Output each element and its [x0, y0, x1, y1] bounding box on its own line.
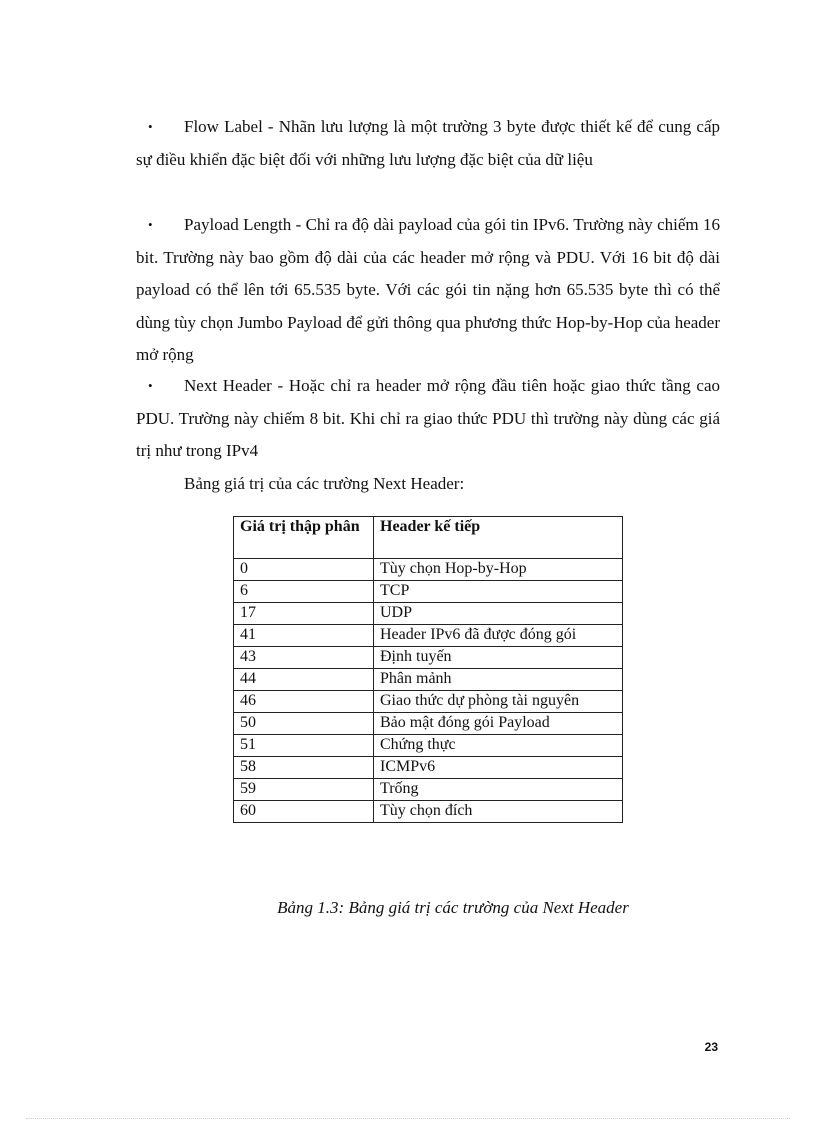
cell-value: 41 [234, 625, 374, 647]
column-header-next-header: Header kế tiếp [374, 517, 623, 559]
column-header-decimal: Giá trị thập phân [234, 517, 374, 559]
table-caption-text: Bảng 1.3: Bảng giá trị các trường của Next Header [277, 898, 629, 917]
bullet-text: Next Header - Hoặc chỉ ra header mở rộng đầu tiên hoặc giao thức tầng cao PDU. Trường này chiếm 8 bit. Khi chỉ ra giao thức PDU thì trường này dùng các giá trị như trong IPv4 [136, 376, 720, 460]
table-row [234, 625, 623, 647]
table-row [234, 801, 623, 823]
table-row [234, 669, 623, 691]
cell-value: 51 [234, 735, 374, 757]
cell-value: 59 [234, 779, 374, 801]
table-row [234, 713, 623, 735]
cell-value: 43 [234, 647, 374, 669]
bullet-paragraph-payload-length [136, 209, 720, 372]
cell-value: 44 [234, 669, 374, 691]
table-row [234, 603, 623, 625]
bullet-icon: • [148, 119, 153, 134]
cell-value: 6 [234, 581, 374, 603]
cell-header: Định tuyến [374, 647, 623, 669]
table-row [234, 757, 623, 779]
table-header-row [234, 517, 623, 559]
cell-value: 46 [234, 691, 374, 713]
table-caption [0, 898, 816, 918]
cell-header: TCP [374, 581, 623, 603]
page-number: 23 [704, 1040, 718, 1054]
cell-header: Header IPv6 đã được đóng gói [374, 625, 623, 647]
cell-header: Bảo mật đóng gói Payload [374, 713, 623, 735]
bullet-text: Flow Label - Nhãn lưu lượng là một trường 3 byte được thiết kế để cung cấp sự điều khiển đặc biệt đối với những lưu lượng đặc biệt của dữ liệu [136, 117, 720, 169]
table-row [234, 691, 623, 713]
footer-divider [26, 1118, 790, 1119]
bullet-paragraph-next-header [136, 370, 720, 468]
cell-value: 58 [234, 757, 374, 779]
bullet-paragraph-flow-label [136, 111, 720, 176]
bullet-icon: • [148, 217, 153, 232]
bullet-text: Payload Length - Chỉ ra độ dài payload của gói tin IPv6. Trường này chiếm 16 bit. Trường này bao gồm độ dài của các header mở rộng và PDU. Với 16 bit độ dài payload có thể lên tới 65.535 byte. Với các gói tin nặng hơn 65.535 byte thì có thể dùng tùy chọn Jumbo Payload để gửi thông qua phương thức Hop-by-Hop của header mở rộng [136, 215, 720, 364]
cell-value: 60 [234, 801, 374, 823]
table-row [234, 647, 623, 669]
cell-header: Chứng thực [374, 735, 623, 757]
table-row [234, 779, 623, 801]
cell-value: 50 [234, 713, 374, 735]
cell-value: 17 [234, 603, 374, 625]
bullet-icon: • [148, 378, 153, 393]
cell-header: Tùy chọn đích [374, 801, 623, 823]
cell-header: ICMPv6 [374, 757, 623, 779]
table-row [234, 581, 623, 603]
cell-header: UDP [374, 603, 623, 625]
cell-header: Tùy chọn Hop-by-Hop [374, 559, 623, 581]
table-intro: Bảng giá trị của các trường Next Header: [184, 474, 465, 493]
next-header-table [233, 516, 623, 823]
table-row [234, 559, 623, 581]
cell-header: Trống [374, 779, 623, 801]
cell-header: Phân mảnh [374, 669, 623, 691]
table-row [234, 735, 623, 757]
cell-header: Giao thức dự phòng tài nguyên [374, 691, 623, 713]
cell-value: 0 [234, 559, 374, 581]
